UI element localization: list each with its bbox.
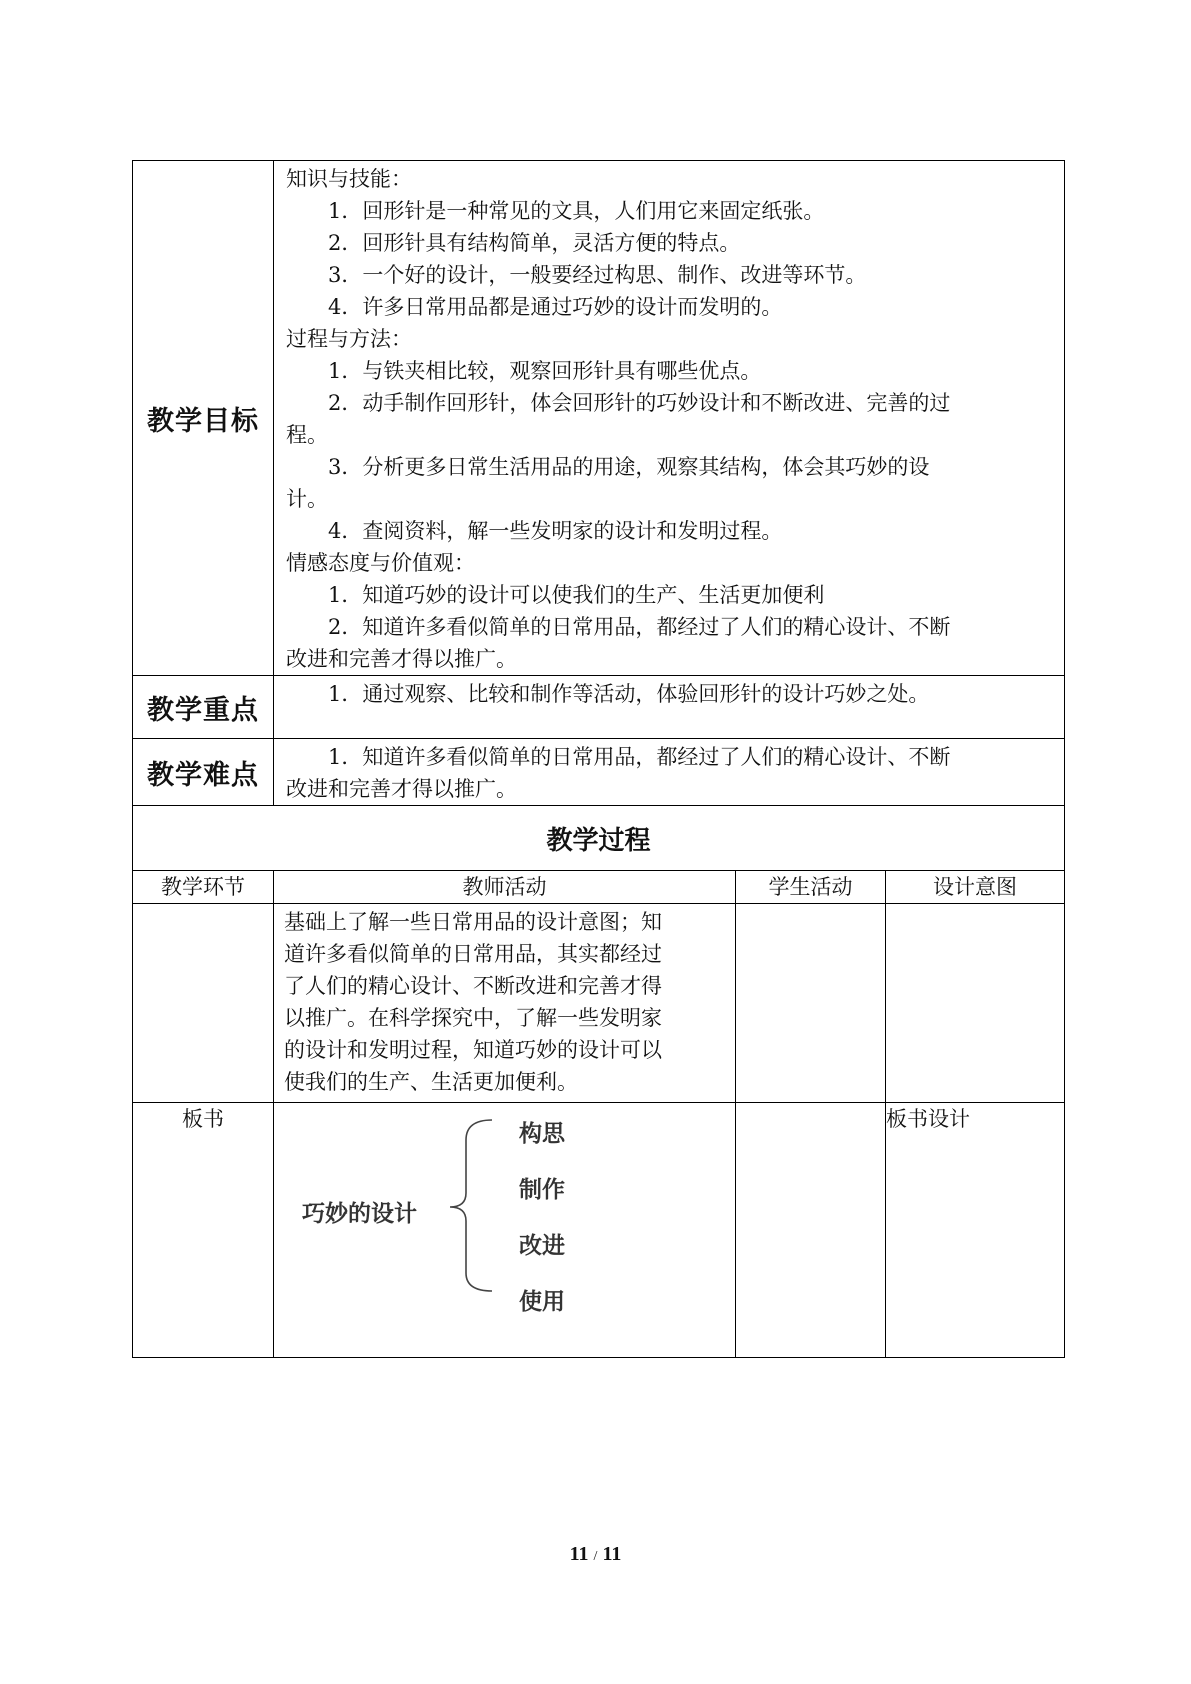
page-total: 11 — [602, 1543, 622, 1565]
teacher-activity-cell — [274, 904, 736, 1103]
header-teacher-activity: 教师活动 — [274, 871, 736, 904]
difficulties-content — [274, 739, 1065, 806]
process-title-row — [133, 806, 1065, 871]
board-item: 改进 — [519, 1233, 565, 1259]
lesson-plan-table — [132, 160, 1065, 1358]
key-point-line: 1．通过观察、比较和制作等活动，体验回形针的设计巧妙之处。 — [328, 682, 930, 706]
page-number — [0, 1543, 1191, 1566]
objective-item-line: 3．一个好的设计，一般要经过构思、制作、改进等环节。 — [328, 263, 867, 287]
teacher-activity-line: 基础上了解一些日常用品的设计意图；知 — [284, 910, 662, 934]
key-points-row — [133, 676, 1065, 739]
difficulty-line: 1．知道许多看似简单的日常用品，都经过了人们的精心设计、不断 — [328, 745, 951, 769]
teacher-activity-line: 了人们的精心设计、不断改进和完善才得 — [284, 974, 662, 998]
objective-item-line: 1．回形针是一种常见的文具，人们用它来固定纸张。 — [328, 199, 825, 223]
objective-item-line: 1．与铁夹相比较，观察回形针具有哪些优点。 — [328, 359, 762, 383]
objective-item-line: 2．知道许多看似简单的日常用品，都经过了人们的精心设计、不断 — [328, 615, 951, 639]
board-main-topic: 巧妙的设计 — [302, 1201, 417, 1227]
process-header-row — [133, 871, 1065, 904]
objective-item-line: 计。 — [286, 487, 328, 511]
board-cell — [274, 1103, 736, 1358]
brace-icon — [444, 1115, 504, 1295]
objectives-row — [133, 161, 1065, 676]
difficulties-row — [133, 739, 1065, 806]
objective-section-heading: 知识与技能： — [286, 167, 412, 191]
process-row — [133, 904, 1065, 1103]
objective-item-line: 改进和完善才得以推广。 — [286, 647, 517, 671]
stage-cell — [133, 904, 274, 1103]
header-stage: 教学环节 — [133, 871, 274, 904]
board-item: 制作 — [519, 1177, 565, 1203]
board-design-label: 板书设计 — [886, 1103, 1065, 1358]
objective-item-line: 1．知道巧妙的设计可以使我们的生产、生活更加便利 — [328, 583, 825, 607]
process-title: 教学过程 — [133, 806, 1065, 871]
objectives-content — [274, 161, 1065, 676]
objectives-label: 教学目标 — [133, 161, 274, 676]
board-item: 构思 — [519, 1121, 565, 1147]
objective-item-line: 2．动手制作回形针，体会回形针的巧妙设计和不断改进、完善的过 — [328, 391, 951, 415]
header-student-activity: 学生活动 — [736, 871, 886, 904]
key-points-content — [274, 676, 1065, 739]
student-activity-cell — [736, 904, 886, 1103]
board-item: 使用 — [519, 1289, 565, 1315]
objective-item-line: 程。 — [286, 423, 328, 447]
teacher-activity-line: 以推广。在科学探究中，了解一些发明家 — [284, 1006, 662, 1030]
teacher-activity-line: 的设计和发明过程，知道巧妙的设计可以 — [284, 1038, 662, 1062]
teacher-activity-line: 使我们的生产、生活更加便利。 — [284, 1070, 578, 1094]
objective-section-heading: 情感态度与价值观： — [286, 551, 475, 575]
header-design-intent: 设计意图 — [886, 871, 1065, 904]
board-label: 板书 — [133, 1103, 274, 1358]
board-student-cell — [736, 1103, 886, 1358]
difficulties-label: 教学难点 — [133, 739, 274, 806]
objective-item-line: 4．许多日常用品都是通过巧妙的设计而发明的。 — [328, 295, 783, 319]
page-current: 11 — [569, 1543, 589, 1565]
board-diagram — [274, 1103, 735, 1357]
objective-item-line: 2．回形针具有结构简单，灵活方便的特点。 — [328, 231, 741, 255]
design-intent-cell — [886, 904, 1065, 1103]
objective-item-line: 4．查阅资料，解一些发明家的设计和发明过程。 — [328, 519, 783, 543]
page-separator: / — [593, 1549, 598, 1564]
key-points-label: 教学重点 — [133, 676, 274, 739]
board-row — [133, 1103, 1065, 1358]
objective-item-line: 3．分析更多日常生活用品的用途，观察其结构，体会其巧妙的设 — [328, 455, 930, 479]
objective-section-heading: 过程与方法： — [286, 327, 412, 351]
difficulty-line: 改进和完善才得以推广。 — [286, 777, 517, 801]
teacher-activity-line: 道许多看似简单的日常用品，其实都经过 — [284, 942, 662, 966]
